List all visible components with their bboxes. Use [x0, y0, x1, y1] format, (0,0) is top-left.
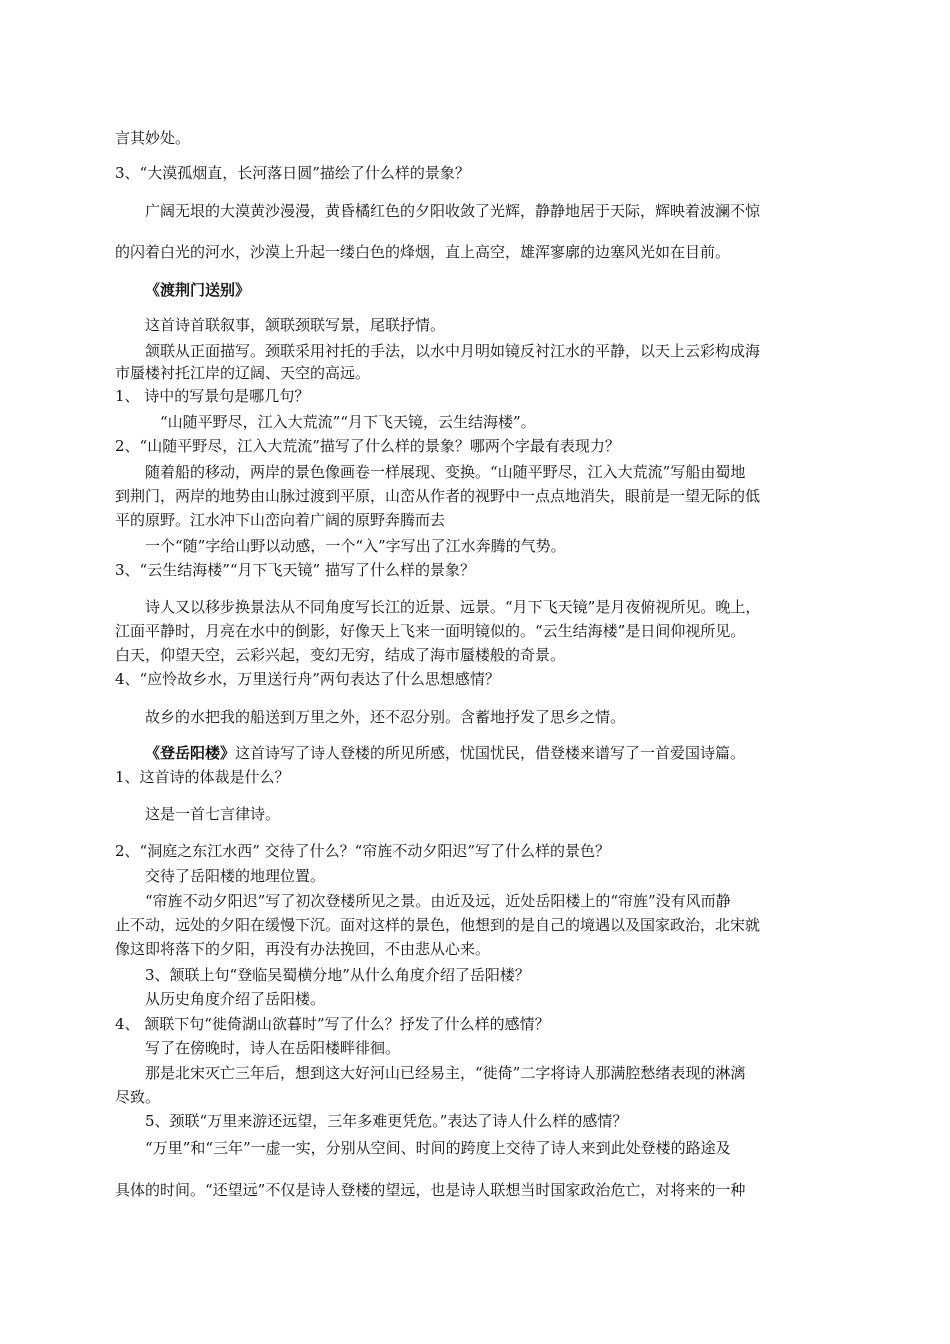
answer-line: 故乡的水把我的船送到万里之外，还不忍分别。含蓄地抒发了思乡之情。: [145, 708, 626, 726]
question-line: 4、 颔联下句“徙倚湖山欲暮时”写了什么？抒发了什么样的感情？: [115, 1015, 550, 1033]
poem-title: 《登岳阳楼》: [145, 744, 236, 762]
question-line: 4、“应怜故乡水，万里送行舟”两句表达了什么思想感情？: [115, 670, 500, 688]
poem-title-line: [145, 743, 745, 764]
question-line: 2、“洞庭之东江水西” 交待了什么？“帘旌不动夕阳迟”写了什么样的景色？: [115, 842, 610, 860]
answer-line: 江面平静时，月亮在水中的倒影，好像天上飞来一面明镜似的。“云生结海楼”是日间仰视所见。: [115, 622, 746, 640]
question-line: 2、“山随平野尽，江入大荒流”描写了什么样的景象？哪两个字最有表现力？: [115, 437, 620, 455]
answer-line: 诗人又以移步换景法从不同角度写长江的近景、远景。“月下飞天镜”是月夜俯视所见。晚上，: [145, 598, 761, 616]
answer-line: “山随平野尽，江入大荒流”“月下飞天镜，云生结海楼”。: [160, 413, 536, 431]
question-line: 5、颈联“万里来游还远望，三年多难更凭危。”表达了诗人什么样的感情？: [145, 1112, 628, 1130]
answer-line: 写了在傍晚时，诗人在岳阳楼畔徘徊。: [145, 1039, 401, 1057]
answer-line: 止不动，远处的夕阳在缓慢下沉。面对这样的景色，他想到的是自己的境遇以及国家政治，北宋就: [115, 916, 761, 934]
answer-line: 白天，仰望天空，云彩兴起，变幻无穷，结成了海市蜃楼般的奇景。: [115, 646, 566, 664]
question-line: 1、这首诗的体裁是什么？: [115, 768, 290, 786]
answer-line: 尽致。: [115, 1088, 161, 1106]
answer-line: 的闪着白光的河水，沙漠上升起一缕白色的烽烟，直上高空，雄浑寥廓的边塞风光如在目前。: [115, 243, 731, 261]
answer-line: 广阔无垠的大漠黄沙漫漫，黄昏橘红色的夕阳收敛了光辉，静静地居于天际，辉映着波澜不惊: [145, 202, 761, 220]
answer-line: 这是一首七言律诗。: [145, 805, 281, 823]
poem-intro: 这首诗写了诗人登楼的所见所感，忧国忧民，借登楼来谱写了一首爱国诗篇。: [235, 744, 746, 762]
answer-line: “万里”和“三年”一虚一实，分别从空间、时间的跨度上交待了诗人来到此处登楼的路途及: [145, 1139, 731, 1157]
answer-line: 随着船的移动，两岸的景色像画卷一样展现、变换。“山随平野尽，江入大荒流”写船由蜀地: [145, 463, 746, 481]
answer-line: “帘旌不动夕阳迟”写了初次登楼所见之景。由近及远，近处岳阳楼上的“帘旌”没有风而静: [145, 892, 731, 910]
text-line: 言其妙处。: [115, 129, 191, 147]
question-line: 3、“大漠孤烟直，长河落日圆”描绘了什么样的景象？: [115, 164, 470, 182]
question-line: 3、颔联上句“登临吴蜀横分地”从什么角度介绍了岳阳楼？: [145, 966, 530, 984]
answer-line: 一个“随”字给山野以动感，一个“入”字写出了江水奔腾的气势。: [145, 537, 566, 555]
answer-line: 像这即将落下的夕阳，再没有办法挽回，不由悲从心来。: [115, 940, 491, 958]
poem-title: 《渡荆门送别》: [145, 281, 251, 299]
answer-line: 具体的时间。“还望远”不仅是诗人登楼的望远，也是诗人联想当时国家政治危亡，对将来的一种: [115, 1181, 746, 1199]
question-line: 3、“云生结海楼”“月下飞天镜” 描写了什么样的景象？: [115, 561, 475, 579]
answer-line: 从历史角度介绍了岳阳楼。: [145, 990, 326, 1008]
text-line: 市蜃楼衬托江岸的辽阔、天空的高远。: [115, 364, 371, 382]
text-line: 颔联从正面描写。颈联采用衬托的手法，以水中月明如镜反衬江水的平静，以天上云彩构成海: [145, 342, 761, 360]
answer-line: 那是北宋灭亡三年后，想到这大好河山已经易主，“徙倚”二字将诗人那满腔愁绪表现的淋漓: [145, 1064, 746, 1082]
question-line: 1、 诗中的写景句是哪几句？: [115, 387, 310, 405]
text-line: 这首诗首联叙事，颔联颈联写景，尾联抒情。: [145, 316, 446, 334]
answer-line: 交待了岳阳楼的地理位置。: [145, 867, 326, 885]
answer-line: 到荆门，两岸的地势由山脉过渡到平原，山峦从作者的视野中一点点地消失，眼前是一望无际的低: [115, 487, 761, 505]
answer-line: 平的原野。江水冲下山峦向着广阔的原野奔腾而去: [115, 511, 446, 529]
